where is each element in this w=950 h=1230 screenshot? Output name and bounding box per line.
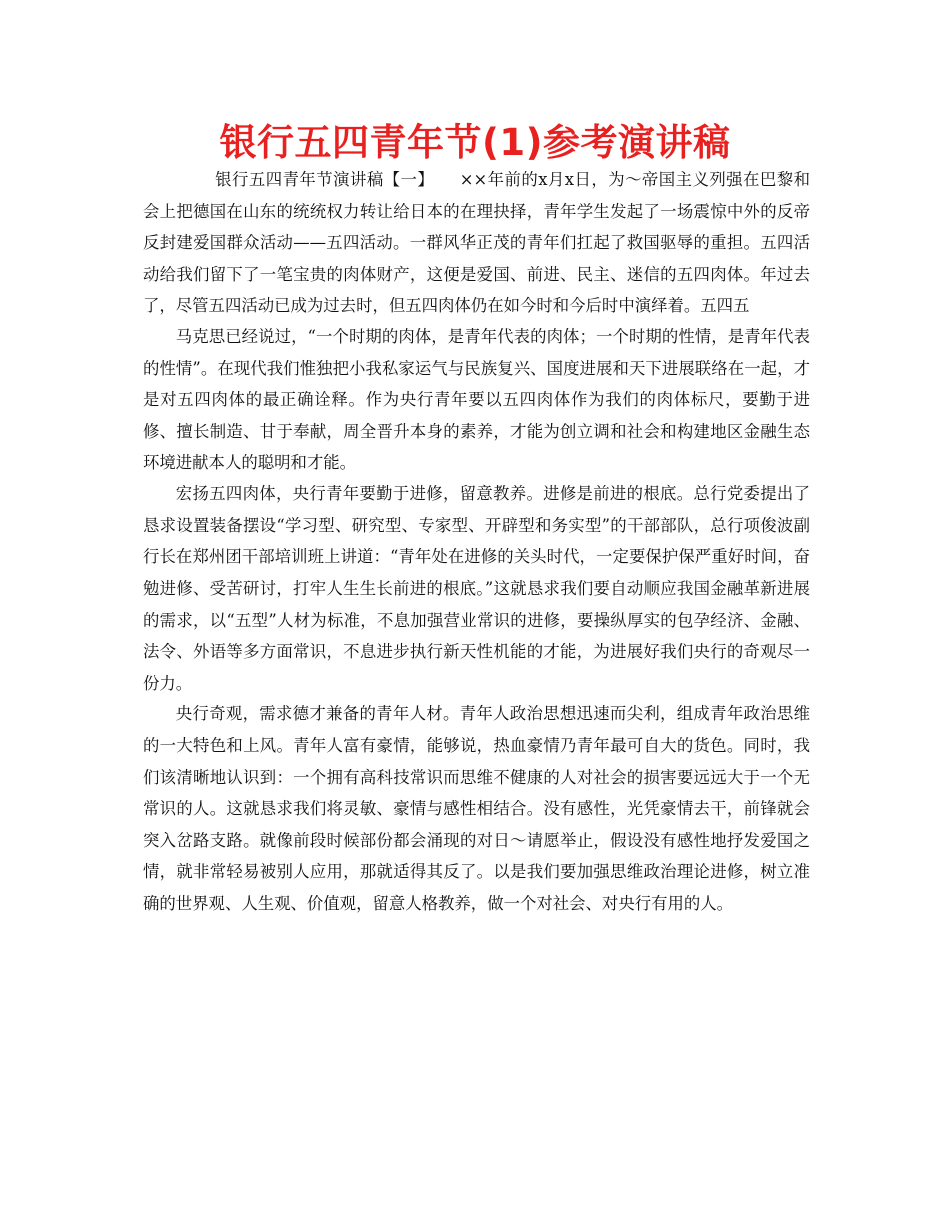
paragraph-1: 银行五四青年节演讲稿【一】 ××年前的x月x日，为～帝国主义列强在巴黎和会上把德国在山东的统统权力转让给日本的在理抉择，青年学生发起了一场震惊中外的反帝反封建爱国群众活动——五四活动。一群风华正茂的青年们扛起了救国驱辱的重担。五四活动给我们留下了一笔宝贵的肉体财产，这便是爱国、前进、民主、迷信的五四肉体。年过去了，尽管五四活动已成为过去时，但五四肉体仍在如今时和今后时中演绎着。五四五 (143, 170, 810, 316)
document-title: 银行五四青年节(1)参考演讲稿 (219, 121, 731, 164)
paragraph-2: 马克思已经说过，“一个时期的肉体，是青年代表的肉体；一个时期的性情，是青年代表的性情”。在现代我们惟独把小我私家运气与民族复兴、国度进展和天下进展联络在一起，才是对五四肉体的最正确诠释。作为央行青年要以五四肉体作为我们的肉体标尺，要勤于进修、擅长制造、甘于奉献，周全晋升本身的素养，才能为创立调和社会和构建地区金融生态环境进献本人的聪明和才能。 (143, 327, 810, 473)
paragraph-3: 宏扬五四肉体，央行青年要勤于进修，留意教养。进修是前进的根底。总行党委提出了恳求设置装备摆设“学习型、研究型、专家型、开辟型和务实型”的干部部队，总行项俊波副行长在郑州团干部培训班上讲道：“青年处在进修的关头时代，一定要保护保严重好时间，奋勉进修、受苦研讨，打牢人生生长前进的根底。”这就恳求我们要自动顺应我国金融革新进展的需求，以“五型”人材为标准，不息加强营业常识的进修，要操纵厚实的包孕经济、金融、法令、外语等多方面常识，不息进步执行新天性机能的才能，为进展好我们央行的奇观尽一份力。 (143, 484, 810, 693)
paragraph-4: 央行奇观，需求德才兼备的青年人材。青年人政治思想迅速而尖利，组成青年政治思维的一大特色和上风。青年人富有豪情，能够说，热血豪情乃青年最可自大的货色。同时，我们该清晰地认识到：一个拥有高科技常识而思维不健康的人对社会的损害要远远大于一个无常识的人。这就恳求我们将灵敏、豪情与感性相结合。没有感性，光凭豪情去干，前锋就会突入岔路支路。就像前段时候部份都会涌现的对日～请愿举止，假设没有感性地抒发爱国之情，就非常轻易被别人应用，那就适得其反了。以是我们要加强思维政治理论进修，树立准确的世界观、人生观、价值观，留意人格教养，做一个对社会、对央行有用的人。 (143, 704, 810, 913)
document-body (143, 164, 810, 919)
